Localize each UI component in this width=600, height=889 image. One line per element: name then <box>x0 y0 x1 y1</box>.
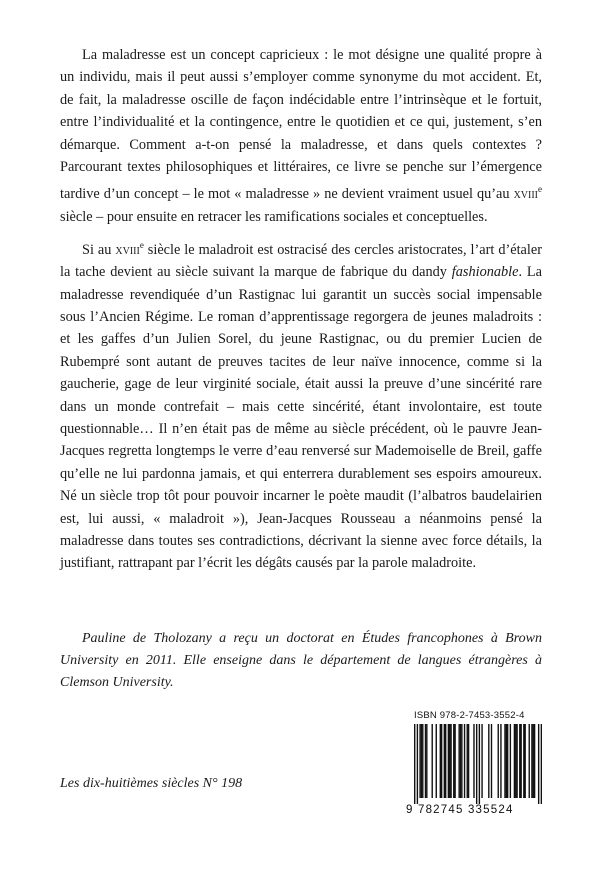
barcode-bar <box>523 724 524 798</box>
barcode-bar <box>491 724 492 798</box>
barcode-bar <box>453 724 454 798</box>
barcode-bar <box>414 724 415 804</box>
barcode-bar <box>432 724 433 798</box>
barcode-bar <box>425 724 426 798</box>
barcode-bar <box>421 724 422 798</box>
barcode-bar <box>520 724 521 798</box>
barcode-bar <box>524 724 525 798</box>
barcode-bar <box>529 724 530 798</box>
barcode-bar <box>468 724 469 798</box>
blurb <box>60 44 542 575</box>
barcode-bar <box>519 724 520 798</box>
isbn-label: ISBN 978-2-7453-3552-4 <box>414 710 525 721</box>
paragraph-1-text: La maladresse est un concept capricieux : le mot désigne une qualité propre à un individu, mais il peut aussi s’employer comme synonyme du mot accident. Et, de fait, la maladresse oscille de façon indécidable entre l’intrinsèque et le fortuit, entre l’individualité et la contingence, entre le quotidien et ce qui, justement, s’en démarque. Comment a-t-on pensé la maladresse, et dans quels contextes ? Parcourant textes philosophiques et littéraires, ce livre se penche sur l’émergence tardive d’un concept – le mot « maladresse » ne devient vraiment usuel qu’au <box>60 47 542 203</box>
paragraph-2-start: Si au <box>82 241 116 258</box>
series-label: Les dix-huitièmes siècles N° 198 <box>60 776 243 791</box>
barcode-number: 9 782745 335524 <box>406 804 514 816</box>
century-superscript: e <box>139 240 144 251</box>
barcode-bar <box>461 724 462 798</box>
barcode-bar <box>506 724 507 798</box>
barcode-bar <box>426 724 427 798</box>
barcode-bar <box>448 724 449 798</box>
barcode-bar <box>444 724 445 798</box>
barcode-bar <box>419 724 420 798</box>
barcode-bar <box>460 724 461 798</box>
barcode-bar <box>467 724 468 798</box>
paragraph-2 <box>60 234 542 575</box>
barcode-bar <box>464 724 465 798</box>
barcode-bar <box>507 724 508 798</box>
barcode-bar <box>458 724 459 798</box>
barcode-bar <box>441 724 442 798</box>
barcode-bar <box>417 724 418 804</box>
century-superscript: e <box>538 184 542 195</box>
paragraph-1-end: siècle – pour ensuite en retracer les ramifications sociales et conceptuelles. <box>60 208 488 225</box>
barcode-bar <box>531 724 532 798</box>
author-bio: Pauline de Tholozany a reçu un doctorat en Études francophones à Brown University en 2011. Elle enseigne dans le département de langues étrangères à Clemson University. <box>60 631 542 690</box>
barcode-bar <box>436 724 437 798</box>
century-numeral: xviii <box>115 241 140 258</box>
paragraph-1 <box>60 44 542 228</box>
barcode-bar <box>481 724 482 798</box>
barcode-bar <box>473 724 474 798</box>
barcode-bar <box>538 724 539 804</box>
barcode-bar <box>515 724 516 798</box>
barcode-bar <box>479 724 480 804</box>
barcode-bar <box>533 724 534 798</box>
barcode-bar <box>450 724 451 798</box>
barcode-bar <box>534 724 535 798</box>
barcode-bar <box>510 724 511 798</box>
barcode-bar <box>440 724 441 798</box>
barcode-bar <box>516 724 517 798</box>
barcode-bar <box>498 724 499 798</box>
barcode-bar <box>514 724 515 798</box>
barcode-bar <box>445 724 446 798</box>
emphasis-fashionable: fashionable <box>451 264 519 281</box>
barcode-image <box>414 724 542 804</box>
century-numeral: xviii <box>513 186 538 203</box>
barcode-bar <box>449 724 450 798</box>
barcode-bar <box>422 724 423 798</box>
barcode-bar <box>541 724 542 804</box>
barcode-bar <box>500 724 501 798</box>
barcode-bar <box>488 724 489 798</box>
barcode-bar <box>476 724 477 804</box>
barcode-bar <box>504 724 505 798</box>
paragraph-2-end: . La maladresse revendiquée d’un Rastignac lui garantit un succès social impensable sous l’Ancien Régime. Le roman d’apprentissage regorgera de jeunes maladroits : et les gaffes d’un Julien Sorel, du jeune Rastignac, ou du premier Lucien de Rubempré sont autant de preuves tacites de leur naïve innocence, comme si la gaucherie, gage de leur virginité sociale, était aussi la preuve d’une sincérité rare dans un monde contrefait – mais cette sincérité, étant involontaire, est toute questionnable… Il n’en était pas de même au siècle précédent, où le pauvre Jean-Jacques regretta longtemps le verre d’eau renversé sur Mademoiselle de Breil, gaffe qu’elle ne lui pardonna jamais, et qui enterrera durablement ses espoirs amoureux. Né un siècle trop tôt pour pouvoir incarner le poète maudit (l’albatros baudelairien est, lui aussi, « maladroit »), Jean-Jacques Rousseau a néanmoins pensé la maladresse dans toutes ses contradictions, décrivant la sienne avec force détails, la justifiant, rattrapant par l’écrit les dégâts causés par la parole maladroite. <box>60 264 542 572</box>
paragraph-2-mid: siècle le maladroit est ostracisé des cercles aristocrates, l’art d’étaler la tache devient au siècle suivant la marque de fabrique du dandy <box>60 241 542 281</box>
barcode-bar <box>454 724 455 798</box>
